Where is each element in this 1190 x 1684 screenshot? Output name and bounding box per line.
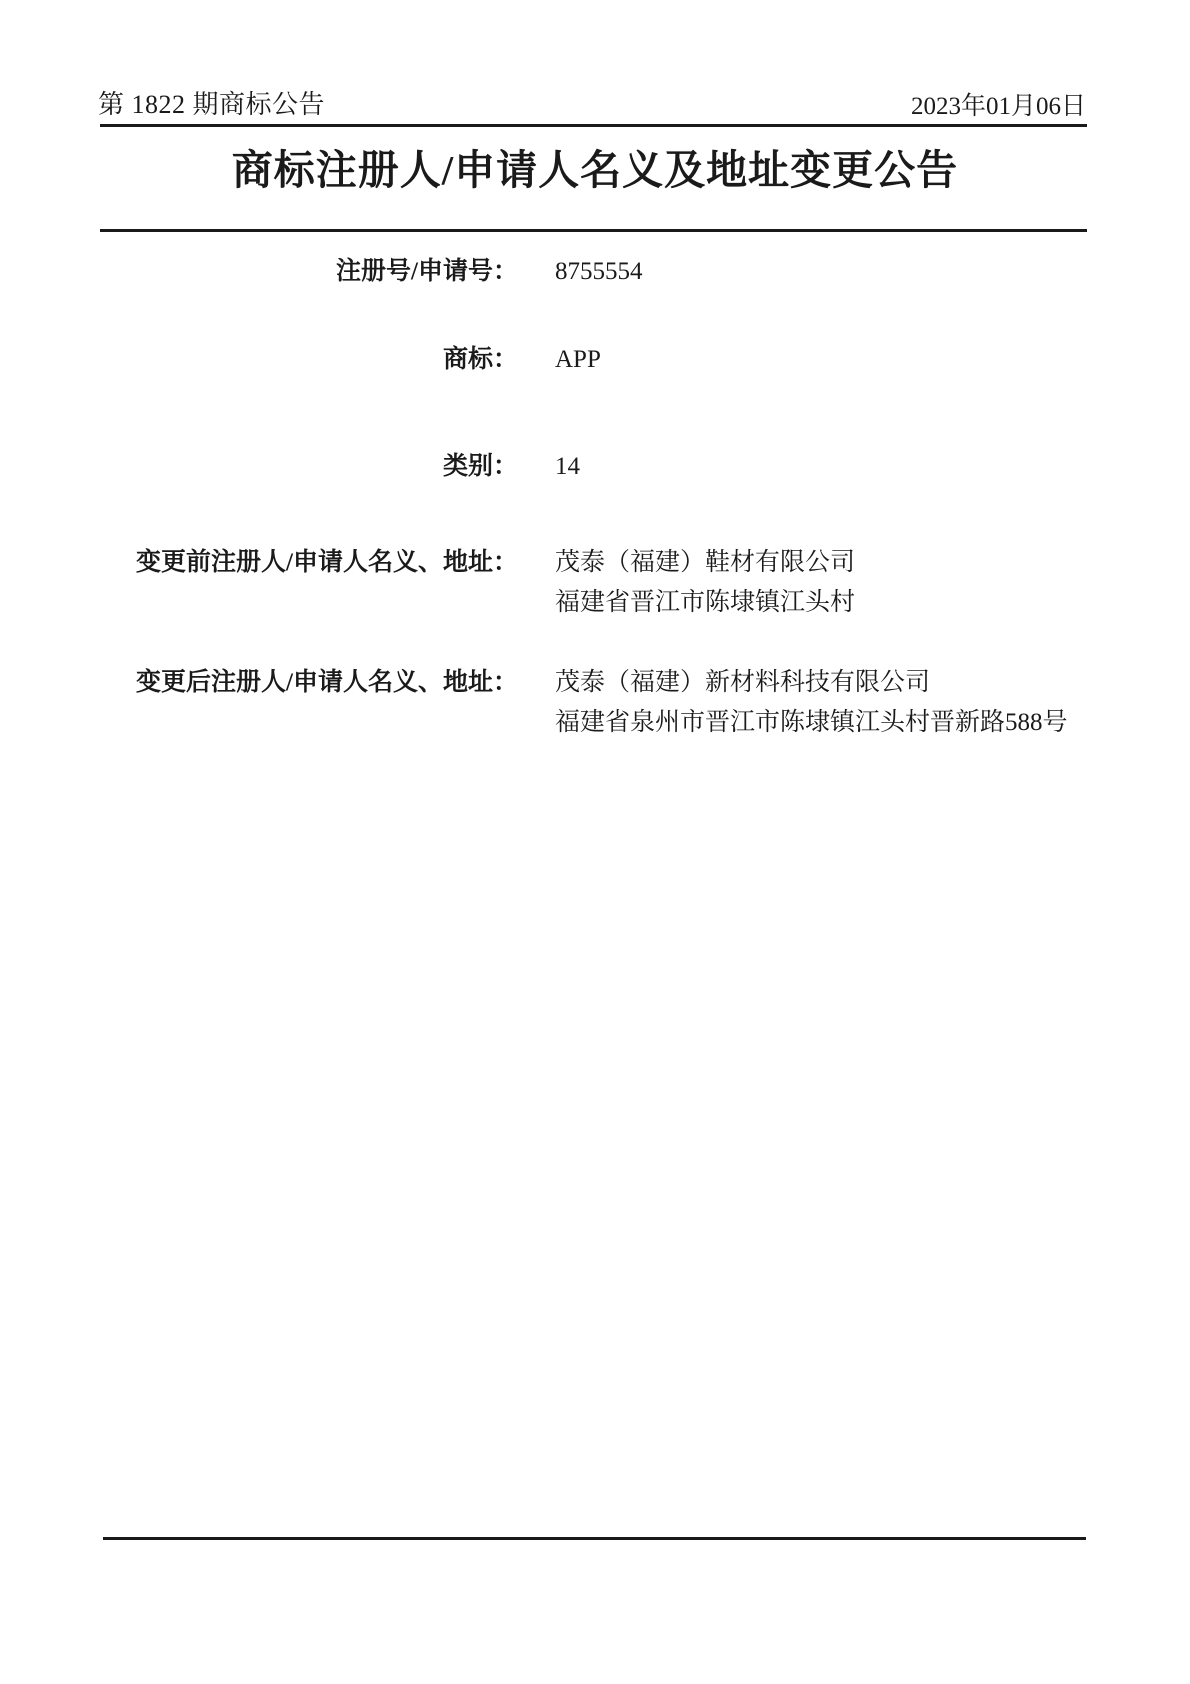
field-value-name: 茂泰（福建）鞋材有限公司 — [555, 549, 856, 576]
field-label: 变更后注册人/申请人名义、地址： — [136, 669, 518, 696]
field-value: 8755554 — [555, 258, 643, 285]
field-value-name: 茂泰（福建）新材料科技有限公司 — [555, 669, 931, 696]
field-value-address: 福建省晋江市陈埭镇江头村 — [555, 589, 856, 616]
footer-divider-line — [103, 1537, 1086, 1540]
field-value-address: 福建省泉州市晋江市陈埭镇江头村晋新路588号 — [555, 709, 1068, 736]
field-value-group — [555, 340, 601, 380]
field-row-after-change — [98, 663, 1100, 743]
gazette-issue-number: 第 1822 期商标公告 — [98, 90, 326, 119]
page-title: 商标注册人/申请人名义及地址变更公告 — [231, 147, 959, 193]
title-divider-line — [100, 229, 1087, 232]
field-value-group — [555, 447, 580, 487]
field-value-group — [555, 252, 643, 292]
field-value: APP — [555, 346, 601, 373]
field-label: 注册号/申请号： — [336, 258, 518, 285]
field-label: 商标： — [442, 346, 518, 373]
field-row-trademark — [98, 340, 1100, 380]
field-value-group — [555, 543, 855, 623]
gazette-date: 2023年01月06日 — [910, 93, 1086, 120]
field-label: 变更前注册人/申请人名义、地址： — [136, 549, 518, 576]
field-row-registration-number — [98, 252, 1100, 292]
header-divider-line — [100, 124, 1087, 127]
field-value-group — [555, 663, 1068, 743]
field-row-before-change — [98, 543, 1100, 623]
field-row-class — [98, 447, 1100, 487]
field-value: 14 — [555, 453, 580, 480]
field-label: 类别： — [442, 453, 518, 480]
